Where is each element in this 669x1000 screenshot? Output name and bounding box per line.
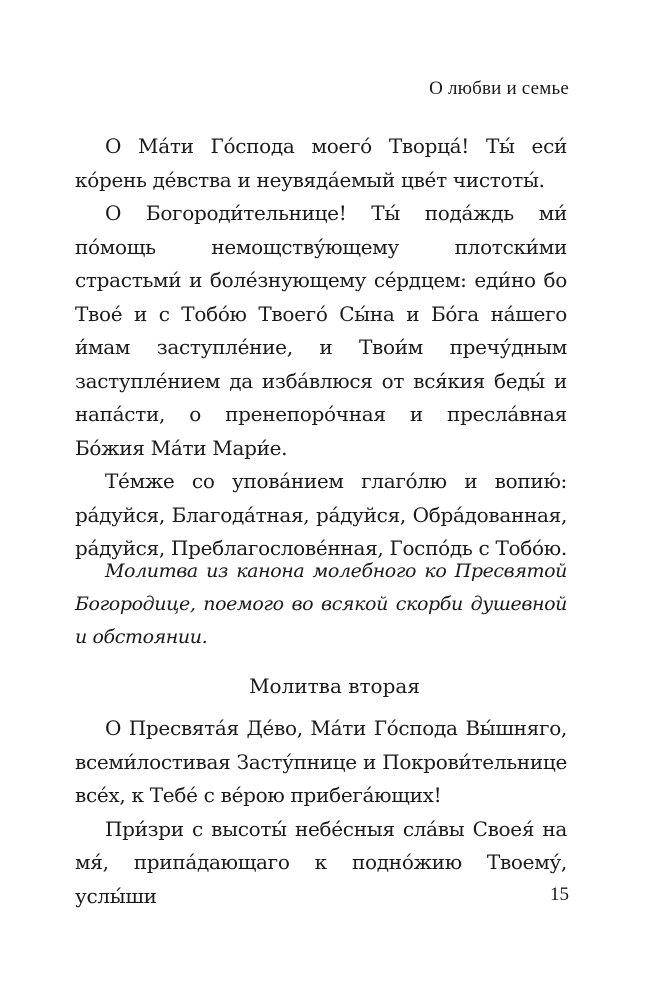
page-number: 15: [550, 884, 569, 905]
source-note: Молитва из канона молебного ко Пресвятой Богородице, поемого во всякой скорби душевной и обстоянии.: [75, 560, 567, 648]
paragraph: О Богороди́тельнице! Ты́ пода́ждь ми́ по́мощь немощству́ющему плотски́ми страстьми́ и боле́знующему се́рдцем: еди́но бо Твое́ и с Тобо́ю Твоего́ Сы́на и Бо́га на́шего и́мам заступле́ние, и Твои́м пречу́дным заступле́нием да изба́влюся от вся́кия беды́ и напа́сти, о пренепоро́чная и пресла́вная Бо́жия Ма́ти Мари́е.: [75, 201, 567, 460]
paragraph: При́зри с высоты́ небе́сныя сла́вы Своея́ на мя́, припа́дающаго к подно́жию Твоему́, услы́ши: [75, 816, 567, 908]
paragraph: О Ма́ти Го́спода моего́ Творца́! Ты́ еси́ ко́рень де́вства и неувяда́емый цве́т чистоты́.: [75, 134, 567, 192]
running-head: О любви и семье: [429, 78, 569, 99]
prayer-text-second: [75, 712, 567, 913]
paragraph: О Пресвята́я Де́во, Ма́ти Го́спода Вы́шняго, всеми́лостивая Засту́пнице и Покрови́тельнице все́х, к Тебе́ с ве́рою прибега́ющих!: [75, 716, 567, 807]
section-heading: Молитва вторая: [249, 674, 420, 698]
prayer-text: [75, 130, 567, 566]
paragraph: Те́мже со упова́нием глаго́лю и вопию́: ра́дуйся, Благода́тная, ра́дуйся, Обра́дованная, ра́дуйся, Преблагослове́нная, Госпо́дь с Тобо́ю.: [75, 469, 567, 560]
